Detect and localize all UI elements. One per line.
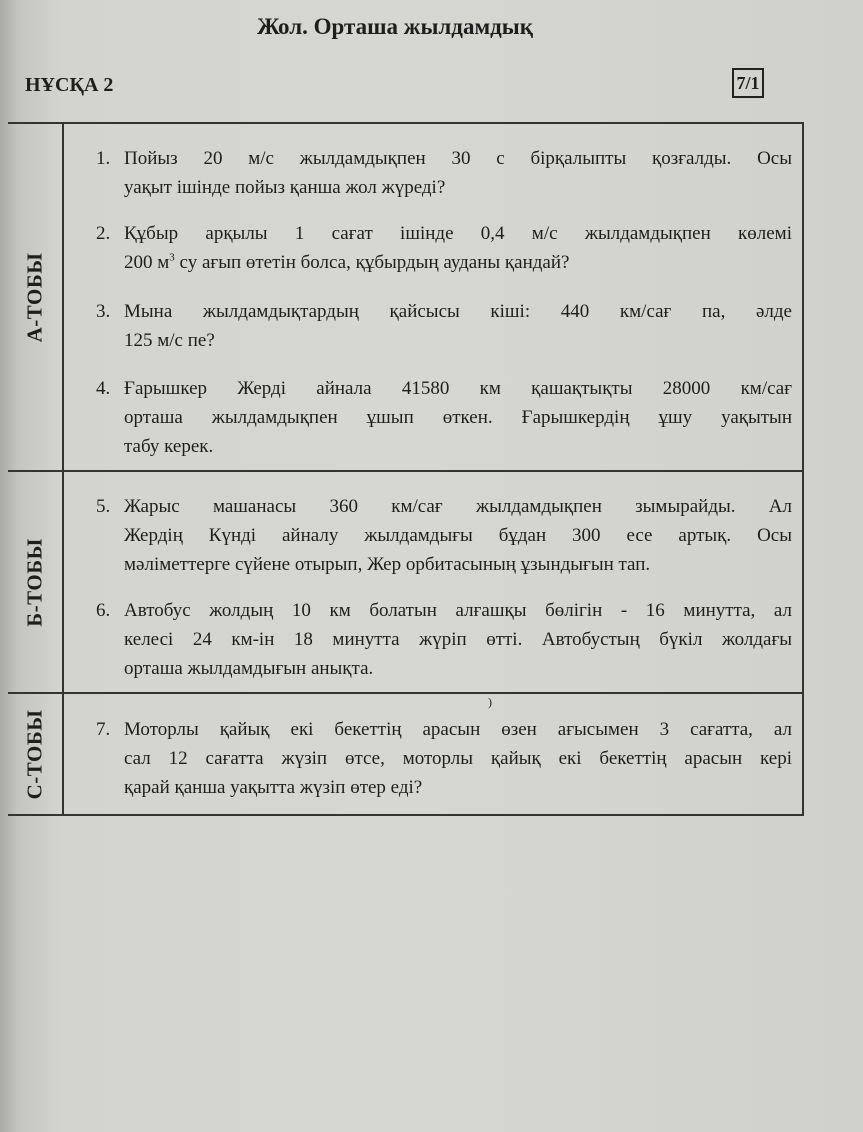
page-title: Жол. Орташа жылдамдық (257, 14, 533, 39)
question-4: 4. Ғарышкер Жерді айнала 41580 км қашақтықты 28000 км/сағ орташа жылдамдықпен ұшып өткен. Ғарышкердің ұшу уақытын табу керек. (96, 378, 792, 457)
question-2: 2. Құбыр арқылы 1 сағат ішінде 0,4 м/с жылдамдықпен көлемі 200 $м^3$ су ағып өтетін болса, құбырдың ауданы қандай? (96, 223, 792, 273)
stray-mark: ) (488, 695, 492, 709)
row-divider-a-b (8, 470, 802, 472)
question-7: 7. Моторлы қайық екі бекеттің арасын өзен ағысымен 3 сағатта, ал сал 12 сағатта жүзіп өтсе, моторлы қайық екі бекеттің арасын кері қарай қанша уақытта жүзіп өтер еді? (96, 719, 792, 798)
questions-table (8, 122, 804, 816)
group-label-b: Б-ТОБЫ (22, 537, 47, 627)
question-1: 1. Пойыз 20 м/с жылдамдықпен 30 с бірқалыпты қозғалды. Осы уақыт ішінде пойыз қанша жол жүреді? (96, 148, 792, 198)
variant-label: НҰСҚА 2 (25, 74, 114, 96)
column-divider (62, 124, 64, 814)
group-label-a: А-ТОБЫ (22, 252, 47, 342)
question-5: 5. Жарыс машанасы 360 км/сағ жылдамдықпен зымырайды. Ал Жердің Күнді айналу жылдамдығы бұдан 300 есе артық. Осы мәліметтерге сүйене отырып, Жер орбитасының ұзындығын тап. (96, 496, 792, 575)
question-3: 3. Мына жылдамдықтардың қайсысы кіші: 440 км/сағ па, әлде 125 м/с пе? (96, 301, 792, 351)
row-divider-b-c (8, 692, 802, 694)
question-6: 6. Автобус жолдың 10 км болатын алғашқы бөлігін - 16 минутта, ал келесі 24 км-ін 18 минутта жүріп өтті. Автобустың бүкіл жолдағы орташа жылдамдығын анықта. (96, 600, 792, 679)
page-code-box: 7/1 (732, 68, 764, 98)
group-label-c: С-ТОБЫ (22, 709, 47, 799)
